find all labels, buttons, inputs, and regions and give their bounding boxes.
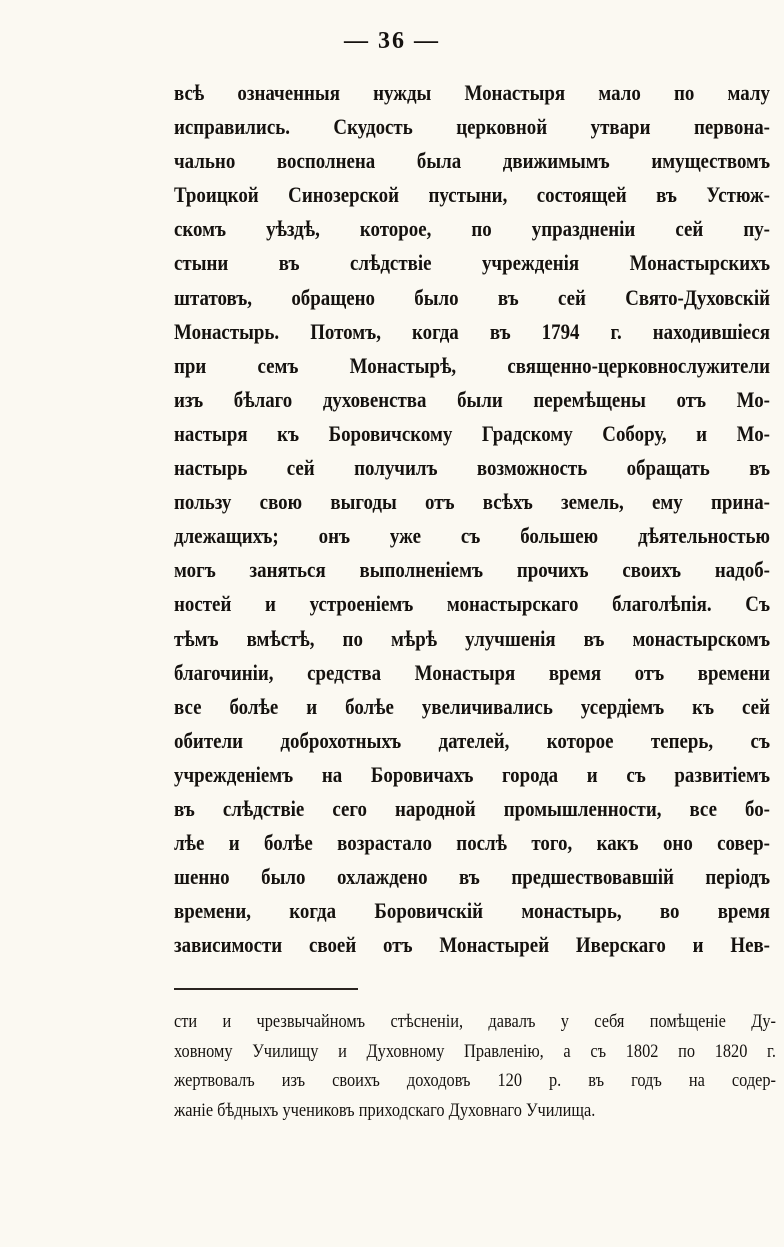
page-number: — 36 — [344,28,440,54]
text-line: шенно было охлаждено въ предшествовавшій періодъ [174,864,770,890]
footnote-rule [174,988,358,990]
text-line: изъ бѣлаго духовенства были перемѣщены отъ Мо- [174,386,770,412]
text-line: настырь сей получилъ возможность обращать въ [174,455,770,481]
text-line: обители доброхотныхъ дателей, которое теперь, съ [174,727,770,753]
text-line: всѣ означенныя нужды Монастыря мало по малу [174,80,770,105]
text-line: настыря къ Боровичскому Градскому Собору, и Мо- [174,420,770,446]
text-line: Монастырь. Потомъ, когда въ 1794 г. находившіеся [174,318,770,344]
text-line: штатовъ, обращено было въ сей Свято-Духовскій [174,284,770,310]
text-line: длежащихъ; онъ уже съ большею дѣятельностью [174,523,770,549]
footnote-line: сти и чрезвычайномъ стѣсненіи, давалъ у себя помѣщеніе Ду- [174,1011,776,1032]
text-line: въ слѣдствіе сего народной промышленности, все бо- [174,795,770,821]
text-line: тѣмъ вмѣстѣ, по мѣрѣ улучшенія въ монастырскомъ [174,625,770,651]
text-line: лѣе и болѣе возрастало послѣ того, какъ оно совер- [174,830,770,856]
text-line: при семъ Монастырѣ, священно-церковнослужители [174,352,770,378]
text-line: исправились. Скудость церковной утвари первона- [174,114,770,140]
text-line: скомъ уѣздѣ, которое, по упраздненіи сей пу- [174,216,770,242]
footnote-line: ховному Училищу и Духовному Правленію, а съ 1802 по 1820 г. [174,1040,776,1062]
footnote-line: жаніе бѣдныхъ учениковъ приходскаго Духовнаго Училища. [174,1099,596,1121]
text-line: зависимости своей отъ Монастырей Иверскаго и Нев- [174,932,770,958]
text-line: стыни въ слѣдствіе учрежденія Монастырскихъ [174,250,770,276]
text-line: все болѣе и болѣе увеличивались усердіемъ къ сей [174,693,770,719]
text-line: ностей и устроеніемъ монастырскаго благолѣпія. Съ [174,591,770,617]
text-line: могъ заняться выполненіемъ прочихъ своихъ надоб- [174,557,770,583]
text-line: времени, когда Боровичскій монастырь, во время [174,898,770,924]
text-line: Троицкой Синозерской пустыни, состоящей въ Устюж- [174,182,770,208]
text-line: учрежденіемъ на Боровичахъ города и съ развитіемъ [174,761,770,787]
footnote [174,1007,776,1125]
main-text [174,76,770,962]
text-line: пользу свою выгоды отъ всѣхъ земель, ему прина- [174,489,770,515]
text-line: чально восполнена была движимымъ имуществомъ [174,148,770,174]
text-line: благочиніи, средства Монастыря время отъ времени [174,659,770,685]
footnote-line: жертвовалъ изъ своихъ доходовъ 120 р. въ годъ на содер- [174,1070,776,1091]
